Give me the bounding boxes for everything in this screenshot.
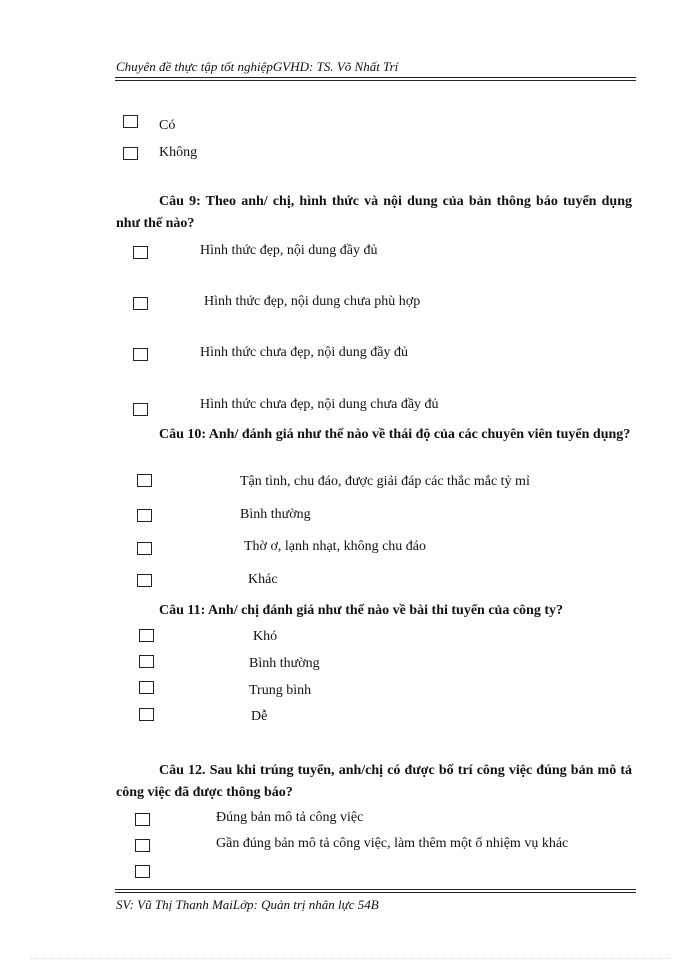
- footer-rule-top: [115, 889, 636, 890]
- checkbox-q9-4[interactable]: [133, 403, 148, 416]
- option-q9-1: Hình thức đẹp, nội dung đầy đủ: [200, 243, 378, 258]
- checkbox-khong[interactable]: [123, 147, 138, 160]
- option-q9-3: Hình thức chưa đẹp, nội dung đầy đủ: [200, 345, 409, 360]
- option-khong: Không: [159, 145, 198, 160]
- checkbox-q11-3[interactable]: [139, 681, 154, 694]
- checkbox-q12-1[interactable]: [135, 813, 150, 826]
- checkbox-q10-4[interactable]: [137, 574, 152, 587]
- header-rule-top: [115, 77, 636, 78]
- checkbox-q11-4[interactable]: [139, 708, 154, 721]
- header-rule-bottom: [115, 80, 636, 81]
- footer-rule-bottom: [115, 892, 636, 893]
- option-q10-1: Tận tình, chu đáo, được giải đáp các thắc mắc tỷ mỉ: [240, 474, 530, 489]
- option-q11-4: Dễ: [251, 709, 268, 724]
- question-9: Câu 9: Theo anh/ chị, hình thức và nội dung của bản thông báo tuyển dụng như thế nào?: [116, 194, 632, 231]
- question-11: Câu 11: Anh/ chị đánh giá như thế nào về bài thi tuyển của công ty?: [159, 603, 563, 618]
- page-edge-divider: [30, 958, 670, 959]
- option-q10-2: Bình thường: [240, 507, 311, 522]
- option-q9-4: Hình thức chưa đẹp, nội dung chưa đầy đủ: [200, 397, 439, 412]
- checkbox-q10-1[interactable]: [137, 474, 152, 487]
- option-q11-2: Bình thường: [249, 656, 320, 671]
- question-10: Câu 10: Anh/ đánh giá như thế nào về thái độ của các chuyên viên tuyển dụng?: [159, 427, 631, 442]
- checkbox-q9-3[interactable]: [133, 348, 148, 361]
- checkbox-q9-2[interactable]: [133, 297, 148, 310]
- option-q10-4: Khác: [248, 572, 278, 587]
- option-q10-3: Thờ ơ, lạnh nhạt, không chu đáo: [244, 539, 426, 554]
- option-q9-2: Hình thức đẹp, nội dung chưa phù hợp: [204, 294, 421, 309]
- option-q11-3: Trung bình: [249, 683, 312, 698]
- option-q11-1: Khó: [253, 629, 278, 644]
- checkbox-q9-1[interactable]: [133, 246, 148, 259]
- checkbox-q11-2[interactable]: [139, 655, 154, 668]
- option-co: Có: [159, 118, 176, 133]
- question-12: Câu 12. Sau khi trúng tuyển, anh/chị có được bố trí công việc đúng bản mô tả công việc đã được thông báo?: [116, 763, 632, 800]
- page-footer: SV: Vũ Thị Thanh MaiLớp: Quản trị nhân lực 54B: [116, 897, 379, 912]
- page-header: Chuyên đề thực tập tốt nghiệpGVHD: TS. Võ Nhất Trí: [116, 59, 399, 74]
- checkbox-q10-2[interactable]: [137, 509, 152, 522]
- checkbox-q12-2[interactable]: [135, 839, 150, 852]
- checkbox-q12-3[interactable]: [135, 865, 150, 878]
- checkbox-q11-1[interactable]: [139, 629, 154, 642]
- checkbox-co[interactable]: [123, 115, 138, 128]
- option-q12-1: Đúng bản mô tả công việc: [216, 810, 364, 825]
- checkbox-q10-3[interactable]: [137, 542, 152, 555]
- option-q12-2: Gần đúng bản mô tả công việc, làm thêm một ố nhiệm vụ khác: [216, 836, 569, 851]
